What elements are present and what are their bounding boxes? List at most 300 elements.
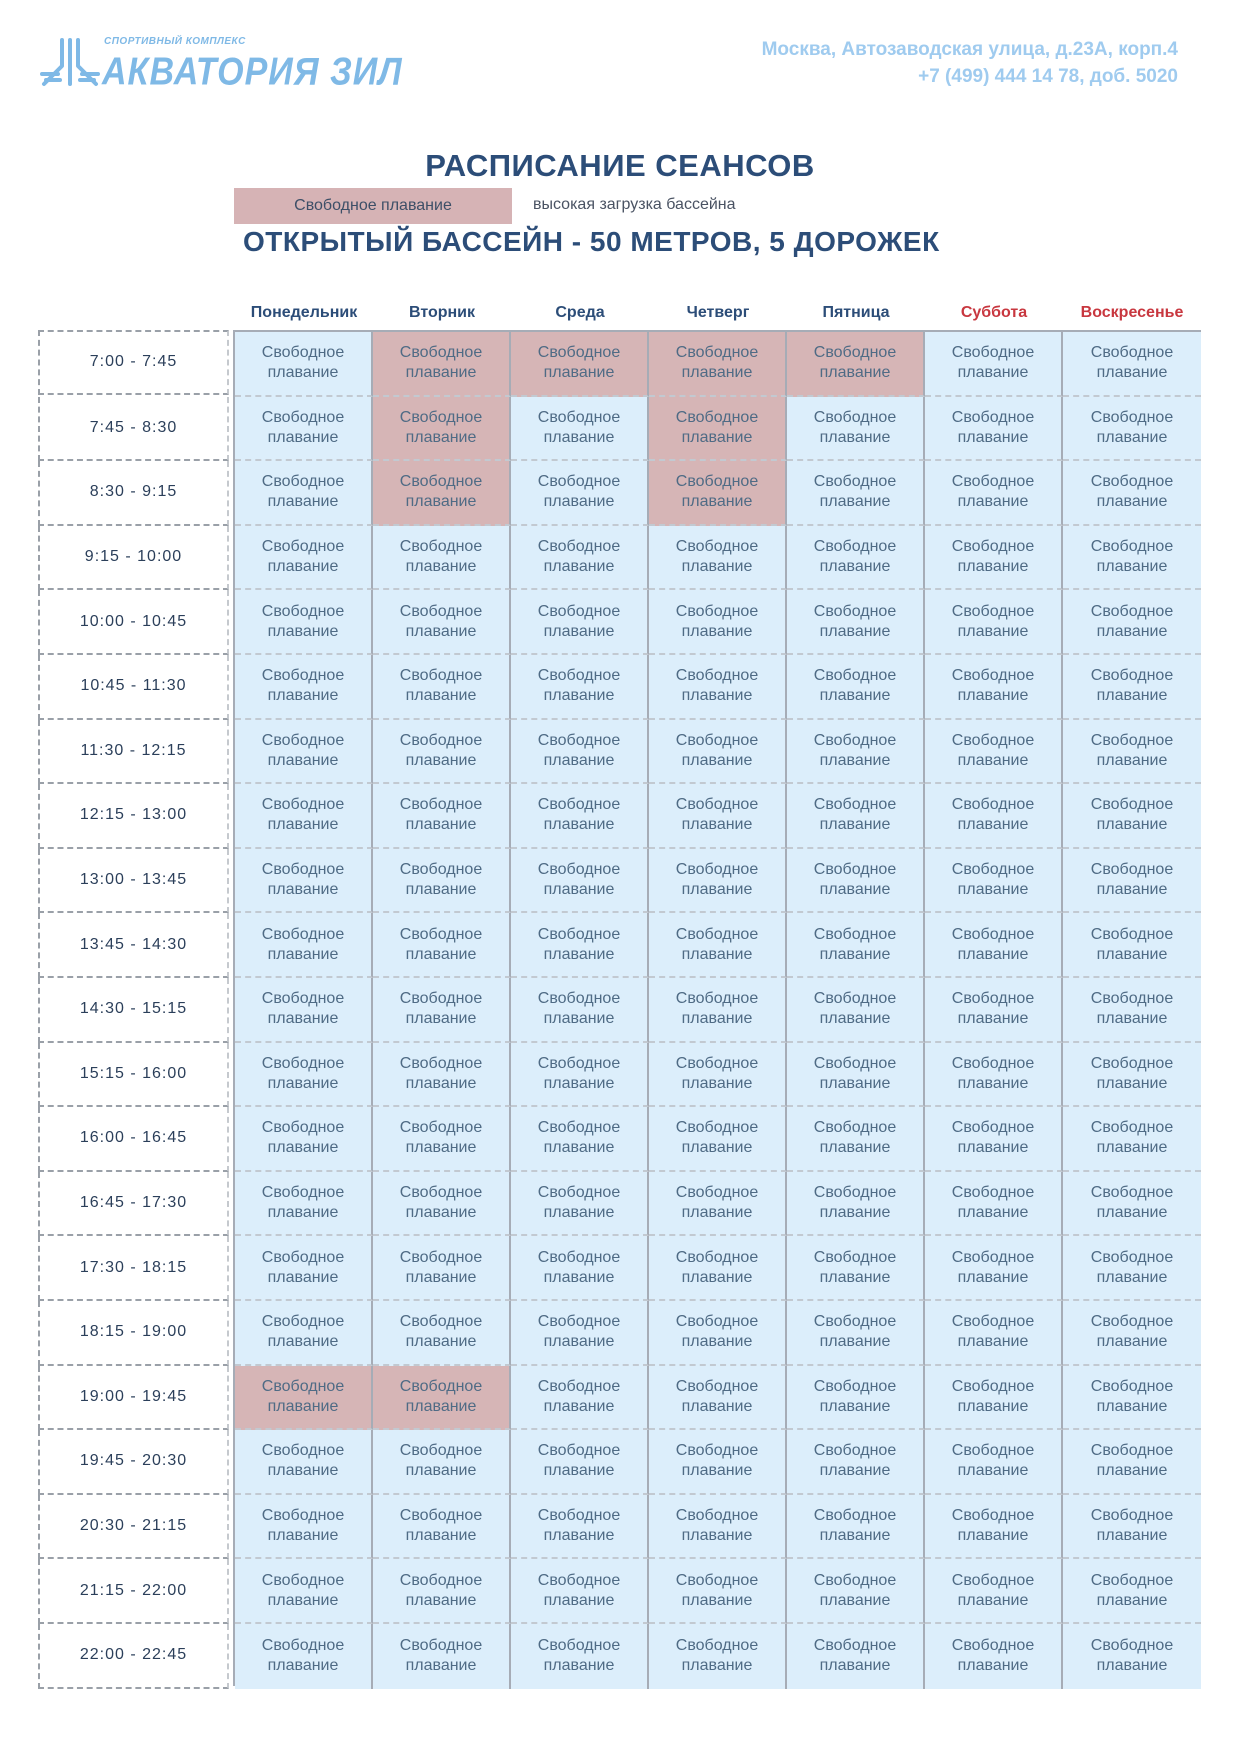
session-cell bbox=[787, 1559, 925, 1624]
session-cell bbox=[649, 1043, 787, 1108]
session-label: Свободное плавание bbox=[951, 731, 1035, 769]
session-label: Свободное плавание bbox=[261, 731, 345, 769]
session-label: Свободное плавание bbox=[399, 1184, 483, 1222]
session-cell bbox=[511, 1430, 649, 1495]
session-label: Свободное плавание bbox=[399, 1507, 483, 1545]
session-cell bbox=[1063, 1559, 1201, 1624]
session-cell bbox=[925, 461, 1063, 526]
time-slot: 8:30 - 9:15 bbox=[38, 461, 229, 526]
session-label: Свободное плавание bbox=[813, 1377, 897, 1415]
session-label: Свободное плавание bbox=[537, 796, 621, 834]
session-cell bbox=[649, 1236, 787, 1301]
session-cell bbox=[1063, 1430, 1201, 1495]
session-cell bbox=[235, 332, 373, 397]
session-cell bbox=[925, 1495, 1063, 1560]
session-label: Свободное плавание bbox=[537, 925, 621, 963]
session-cell bbox=[787, 1236, 925, 1301]
session-label: Свободное плавание bbox=[675, 602, 759, 640]
session-label: Свободное плавание bbox=[951, 408, 1035, 446]
session-cell bbox=[235, 1624, 373, 1689]
session-label: Свободное плавание bbox=[261, 990, 345, 1028]
session-cell bbox=[649, 1366, 787, 1431]
session-cell bbox=[511, 1366, 649, 1431]
time-slot: 17:30 - 18:15 bbox=[38, 1236, 229, 1301]
session-label: Свободное плавание bbox=[399, 1248, 483, 1286]
session-cell bbox=[925, 1236, 1063, 1301]
session-cell bbox=[649, 720, 787, 785]
time-slot: 18:15 - 19:00 bbox=[38, 1301, 229, 1366]
session-cell bbox=[649, 784, 787, 849]
logo bbox=[40, 34, 403, 94]
session-label: Свободное плавание bbox=[537, 1507, 621, 1545]
session-cell bbox=[235, 655, 373, 720]
session-cell bbox=[235, 1043, 373, 1108]
session-cell bbox=[373, 1301, 511, 1366]
session-label: Свободное плавание bbox=[951, 1442, 1035, 1480]
session-cell bbox=[235, 397, 373, 462]
logo-subtitle: СПОРТИВНЫЙ КОМПЛЕКС bbox=[104, 36, 246, 47]
session-cell bbox=[511, 590, 649, 655]
time-slot: 20:30 - 21:15 bbox=[38, 1495, 229, 1560]
session-cell bbox=[925, 1366, 1063, 1431]
session-label: Свободное плавание bbox=[399, 990, 483, 1028]
session-cell-high-load bbox=[649, 332, 787, 397]
session-label: Свободное плавание bbox=[537, 1054, 621, 1092]
session-cell bbox=[511, 913, 649, 978]
session-label: Свободное плавание bbox=[1090, 408, 1174, 446]
session-cell bbox=[373, 1107, 511, 1172]
session-cell bbox=[373, 655, 511, 720]
session-cell-high-load bbox=[373, 1366, 511, 1431]
session-cell bbox=[235, 1430, 373, 1495]
session-cell bbox=[1063, 590, 1201, 655]
session-cell bbox=[925, 397, 1063, 462]
session-label: Свободное плавание bbox=[675, 1313, 759, 1351]
session-label: Свободное плавание bbox=[813, 925, 897, 963]
session-label: Свободное плавание bbox=[813, 538, 897, 576]
session-label: Свободное плавание bbox=[675, 925, 759, 963]
session-cell bbox=[787, 1495, 925, 1560]
session-label: Свободное плавание bbox=[537, 1184, 621, 1222]
session-label: Свободное плавание bbox=[1090, 473, 1174, 511]
session-label: Свободное плавание bbox=[537, 1377, 621, 1415]
session-label: Свободное плавание bbox=[675, 1571, 759, 1609]
session-label: Свободное плавание bbox=[675, 1442, 759, 1480]
session-cell bbox=[1063, 720, 1201, 785]
phone: +7 (499) 444 14 78, доб. 5020 bbox=[918, 66, 1178, 87]
session-cell bbox=[1063, 1043, 1201, 1108]
session-cell bbox=[787, 1430, 925, 1495]
session-label: Свободное плавание bbox=[1090, 796, 1174, 834]
pool-subtitle: ОТКРЫТЫЙ БАССЕЙН - 50 МЕТРОВ, 5 ДОРОЖЕК bbox=[243, 226, 940, 257]
session-cell bbox=[511, 1043, 649, 1108]
session-cell bbox=[373, 1043, 511, 1108]
time-slot: 7:00 - 7:45 bbox=[38, 330, 229, 395]
page-title: РАСПИСАНИЕ СЕАНСОВ bbox=[425, 148, 815, 183]
session-cell bbox=[787, 720, 925, 785]
session-cell bbox=[1063, 1624, 1201, 1689]
session-label: Свободное плавание bbox=[951, 1119, 1035, 1157]
session-label: Свободное плавание bbox=[951, 796, 1035, 834]
session-label: Свободное плавание bbox=[261, 1507, 345, 1545]
session-cell bbox=[1063, 913, 1201, 978]
session-label: Свободное плавание bbox=[951, 344, 1035, 382]
time-slot: 13:00 - 13:45 bbox=[38, 849, 229, 914]
session-label: Свободное плавание bbox=[1090, 667, 1174, 705]
session-cell bbox=[925, 849, 1063, 914]
session-cell-high-load bbox=[649, 397, 787, 462]
session-label: Свободное плавание bbox=[813, 861, 897, 899]
session-label: Свободное плавание bbox=[1090, 538, 1174, 576]
session-label: Свободное плавание bbox=[537, 990, 621, 1028]
session-label: Свободное плавание bbox=[261, 925, 345, 963]
session-label: Свободное плавание bbox=[399, 344, 483, 382]
session-cell bbox=[511, 655, 649, 720]
session-label: Свободное плавание bbox=[1090, 1054, 1174, 1092]
session-label: Свободное плавание bbox=[261, 408, 345, 446]
session-cell bbox=[649, 1301, 787, 1366]
session-label: Свободное плавание bbox=[261, 861, 345, 899]
session-label: Свободное плавание bbox=[399, 1571, 483, 1609]
session-label: Свободное плавание bbox=[1090, 1248, 1174, 1286]
session-cell bbox=[235, 590, 373, 655]
time-slot: 22:00 - 22:45 bbox=[38, 1624, 229, 1689]
session-cell bbox=[511, 784, 649, 849]
session-cell bbox=[511, 1172, 649, 1237]
session-cell bbox=[1063, 1301, 1201, 1366]
session-cell bbox=[787, 1624, 925, 1689]
session-label: Свободное плавание bbox=[1090, 1377, 1174, 1415]
session-cell bbox=[1063, 849, 1201, 914]
session-cell bbox=[373, 784, 511, 849]
session-label: Свободное плавание bbox=[399, 861, 483, 899]
session-cell bbox=[787, 1172, 925, 1237]
session-cell bbox=[1063, 461, 1201, 526]
session-label: Свободное плавание bbox=[537, 1637, 621, 1675]
session-label: Свободное плавание bbox=[399, 667, 483, 705]
session-cell bbox=[511, 720, 649, 785]
session-label: Свободное плавание bbox=[951, 1571, 1035, 1609]
session-cell bbox=[925, 526, 1063, 591]
session-cell bbox=[373, 526, 511, 591]
session-cell bbox=[1063, 526, 1201, 591]
session-label: Свободное плавание bbox=[813, 408, 897, 446]
session-label: Свободное плавание bbox=[261, 1313, 345, 1351]
session-cell-high-load bbox=[511, 332, 649, 397]
day-header: Суббота bbox=[960, 304, 1028, 321]
session-label: Свободное плавание bbox=[1090, 1313, 1174, 1351]
session-label: Свободное плавание bbox=[951, 1377, 1035, 1415]
session-cell bbox=[235, 720, 373, 785]
session-label: Свободное плавание bbox=[813, 473, 897, 511]
session-cell bbox=[787, 1301, 925, 1366]
session-cell bbox=[649, 1172, 787, 1237]
session-cell bbox=[787, 461, 925, 526]
time-slot: 9:15 - 10:00 bbox=[38, 526, 229, 591]
session-cell bbox=[649, 1430, 787, 1495]
session-cell bbox=[925, 784, 1063, 849]
time-slot: 15:15 - 16:00 bbox=[38, 1043, 229, 1108]
session-label: Свободное плавание bbox=[261, 1442, 345, 1480]
session-label: Свободное плавание bbox=[399, 602, 483, 640]
session-cell bbox=[925, 655, 1063, 720]
session-cell bbox=[511, 849, 649, 914]
session-label: Свободное плавание bbox=[951, 1507, 1035, 1545]
session-cell bbox=[235, 1236, 373, 1301]
session-cell bbox=[925, 1107, 1063, 1172]
session-label: Свободное плавание bbox=[261, 1377, 345, 1415]
session-cell bbox=[925, 1559, 1063, 1624]
session-cell bbox=[1063, 332, 1201, 397]
session-label: Свободное плавание bbox=[1090, 731, 1174, 769]
session-label: Свободное плавание bbox=[1090, 1184, 1174, 1222]
session-cell bbox=[511, 978, 649, 1043]
session-label: Свободное плавание bbox=[951, 861, 1035, 899]
session-label: Свободное плавание bbox=[813, 1313, 897, 1351]
session-cell-high-load bbox=[649, 461, 787, 526]
session-label: Свободное плавание bbox=[675, 1248, 759, 1286]
session-cell bbox=[649, 1624, 787, 1689]
session-cell bbox=[1063, 1236, 1201, 1301]
session-cell bbox=[235, 849, 373, 914]
day-header: Среда bbox=[555, 304, 605, 321]
session-label: Свободное плавание bbox=[813, 1184, 897, 1222]
session-label: Свободное плавание bbox=[261, 1119, 345, 1157]
session-label: Свободное плавание bbox=[813, 667, 897, 705]
session-label: Свободное плавание bbox=[675, 1507, 759, 1545]
session-cell bbox=[787, 1366, 925, 1431]
session-label: Свободное плавание bbox=[675, 861, 759, 899]
session-cell bbox=[649, 526, 787, 591]
session-cell bbox=[373, 978, 511, 1043]
session-cell bbox=[235, 1172, 373, 1237]
session-cell bbox=[373, 849, 511, 914]
session-label: Свободное плавание bbox=[813, 1054, 897, 1092]
session-cell bbox=[1063, 978, 1201, 1043]
session-label: Свободное плавание bbox=[261, 1248, 345, 1286]
session-cell bbox=[511, 1559, 649, 1624]
session-label: Свободное плавание bbox=[537, 1248, 621, 1286]
session-label: Свободное плавание bbox=[813, 602, 897, 640]
session-label: Свободное плавание bbox=[399, 1377, 483, 1415]
session-cell bbox=[235, 978, 373, 1043]
session-cell bbox=[373, 1559, 511, 1624]
session-label: Свободное плавание bbox=[399, 796, 483, 834]
session-label: Свободное плавание bbox=[675, 667, 759, 705]
session-cell bbox=[235, 1107, 373, 1172]
session-label: Свободное плавание bbox=[261, 473, 345, 511]
session-label: Свободное плавание bbox=[951, 1248, 1035, 1286]
session-cell bbox=[925, 1430, 1063, 1495]
session-label: Свободное плавание bbox=[399, 1637, 483, 1675]
session-cell bbox=[649, 913, 787, 978]
session-label: Свободное плавание bbox=[813, 1442, 897, 1480]
session-label: Свободное плавание bbox=[813, 990, 897, 1028]
session-label: Свободное плавание bbox=[951, 602, 1035, 640]
session-cell bbox=[787, 784, 925, 849]
session-label: Свободное плавание bbox=[675, 990, 759, 1028]
session-label: Свободное плавание bbox=[399, 538, 483, 576]
session-label: Свободное плавание bbox=[675, 1119, 759, 1157]
session-cell bbox=[235, 784, 373, 849]
session-label: Свободное плавание bbox=[537, 344, 621, 382]
address: Москва, Автозаводская улица, д.23А, корп.4 bbox=[761, 39, 1178, 60]
session-cell bbox=[1063, 655, 1201, 720]
session-cell bbox=[925, 1301, 1063, 1366]
legend-note: высокая загрузка бассейна bbox=[533, 196, 736, 213]
session-label: Свободное плавание bbox=[537, 667, 621, 705]
session-label: Свободное плавание bbox=[675, 408, 759, 446]
session-label: Свободное плавание bbox=[1090, 344, 1174, 382]
session-label: Свободное плавание bbox=[399, 925, 483, 963]
day-header: Пятница bbox=[822, 304, 890, 321]
time-slot: 12:15 - 13:00 bbox=[38, 784, 229, 849]
day-header: Воскресенье bbox=[1080, 304, 1184, 321]
session-label: Свободное плавание bbox=[1090, 1571, 1174, 1609]
pool-wave-icon bbox=[40, 34, 100, 90]
session-cell bbox=[787, 913, 925, 978]
session-cell-high-load bbox=[373, 461, 511, 526]
session-label: Свободное плавание bbox=[537, 1442, 621, 1480]
session-label: Свободное плавание bbox=[1090, 1119, 1174, 1157]
session-cell bbox=[373, 1430, 511, 1495]
session-cell bbox=[925, 913, 1063, 978]
session-cell bbox=[787, 849, 925, 914]
session-label: Свободное плавание bbox=[1090, 1507, 1174, 1545]
session-label: Свободное плавание bbox=[537, 473, 621, 511]
session-label: Свободное плавание bbox=[813, 1507, 897, 1545]
session-label: Свободное плавание bbox=[261, 1571, 345, 1609]
session-cell bbox=[787, 526, 925, 591]
session-cell bbox=[649, 655, 787, 720]
session-cell bbox=[925, 590, 1063, 655]
session-label: Свободное плавание bbox=[261, 796, 345, 834]
session-label: Свободное плавание bbox=[813, 1119, 897, 1157]
session-cell bbox=[925, 720, 1063, 785]
session-cell bbox=[925, 1624, 1063, 1689]
session-cell bbox=[511, 1495, 649, 1560]
session-label: Свободное плавание bbox=[537, 861, 621, 899]
session-label: Свободное плавание bbox=[537, 1119, 621, 1157]
session-cell bbox=[235, 1495, 373, 1560]
session-label: Свободное плавание bbox=[261, 1054, 345, 1092]
session-cell bbox=[511, 1301, 649, 1366]
time-slot: 21:15 - 22:00 bbox=[38, 1559, 229, 1624]
session-label: Свободное плавание bbox=[951, 990, 1035, 1028]
session-label: Свободное плавание bbox=[537, 602, 621, 640]
session-label: Свободное плавание bbox=[675, 1377, 759, 1415]
session-cell bbox=[373, 1236, 511, 1301]
session-cell bbox=[787, 1043, 925, 1108]
session-label: Свободное плавание bbox=[675, 473, 759, 511]
session-cell bbox=[511, 397, 649, 462]
session-cell bbox=[1063, 1107, 1201, 1172]
session-cell bbox=[649, 978, 787, 1043]
session-label: Свободное плавание bbox=[951, 1637, 1035, 1675]
schedule-grid bbox=[233, 330, 1201, 1686]
time-slot: 14:30 - 15:15 bbox=[38, 978, 229, 1043]
session-label: Свободное плавание bbox=[1090, 1442, 1174, 1480]
time-slot: 16:45 - 17:30 bbox=[38, 1172, 229, 1237]
session-cell bbox=[925, 1172, 1063, 1237]
day-header: Вторник bbox=[408, 304, 476, 321]
session-label: Свободное плавание bbox=[399, 1054, 483, 1092]
session-cell bbox=[511, 1107, 649, 1172]
session-label: Свободное плавание bbox=[1090, 925, 1174, 963]
time-slot: 10:45 - 11:30 bbox=[38, 655, 229, 720]
session-label: Свободное плавание bbox=[1090, 1637, 1174, 1675]
session-cell-high-load bbox=[235, 1366, 373, 1431]
session-label: Свободное плавание bbox=[537, 1313, 621, 1351]
session-label: Свободное плавание bbox=[675, 731, 759, 769]
session-cell-high-load bbox=[787, 332, 925, 397]
session-label: Свободное плавание bbox=[675, 1054, 759, 1092]
logo-title: АКВАТОРИЯ ЗИЛ bbox=[102, 50, 403, 94]
session-label: Свободное плавание bbox=[399, 731, 483, 769]
session-label: Свободное плавание bbox=[261, 344, 345, 382]
session-label: Свободное плавание bbox=[813, 1637, 897, 1675]
session-cell bbox=[511, 1236, 649, 1301]
session-cell bbox=[787, 978, 925, 1043]
session-label: Свободное плавание bbox=[951, 1313, 1035, 1351]
session-cell bbox=[235, 1301, 373, 1366]
session-cell bbox=[1063, 784, 1201, 849]
session-cell bbox=[649, 1559, 787, 1624]
time-slot: 19:00 - 19:45 bbox=[38, 1366, 229, 1431]
legend-swatch: Свободное плавание bbox=[234, 188, 512, 224]
session-label: Свободное плавание bbox=[1090, 990, 1174, 1028]
session-cell bbox=[373, 1495, 511, 1560]
session-cell bbox=[649, 590, 787, 655]
contacts bbox=[762, 36, 1178, 90]
day-header: Четверг bbox=[686, 304, 750, 321]
session-cell bbox=[511, 461, 649, 526]
session-cell bbox=[1063, 1366, 1201, 1431]
session-cell bbox=[787, 590, 925, 655]
time-slot: 16:00 - 16:45 bbox=[38, 1107, 229, 1172]
session-cell bbox=[787, 1107, 925, 1172]
session-label: Свободное плавание bbox=[951, 473, 1035, 511]
session-cell-high-load bbox=[373, 397, 511, 462]
session-label: Свободное плавание bbox=[537, 538, 621, 576]
session-cell bbox=[373, 1172, 511, 1237]
session-label: Свободное плавание bbox=[399, 408, 483, 446]
session-cell bbox=[1063, 397, 1201, 462]
session-label: Свободное плавание bbox=[813, 344, 897, 382]
session-cell bbox=[787, 397, 925, 462]
session-label: Свободное плавание bbox=[399, 1119, 483, 1157]
session-label: Свободное плавание bbox=[675, 344, 759, 382]
session-cell bbox=[1063, 1172, 1201, 1237]
session-cell bbox=[373, 1624, 511, 1689]
session-label: Свободное плавание bbox=[399, 1442, 483, 1480]
session-label: Свободное плавание bbox=[261, 1637, 345, 1675]
session-label: Свободное плавание bbox=[261, 1184, 345, 1222]
session-cell bbox=[925, 332, 1063, 397]
time-slot: 7:45 - 8:30 bbox=[38, 397, 229, 462]
day-header: Понедельник bbox=[250, 304, 358, 321]
session-label: Свободное плавание bbox=[951, 538, 1035, 576]
session-label: Свободное плавание bbox=[261, 602, 345, 640]
session-label: Свободное плавание bbox=[537, 731, 621, 769]
session-label: Свободное плавание bbox=[675, 1637, 759, 1675]
session-label: Свободное плавание bbox=[813, 1248, 897, 1286]
session-label: Свободное плавание bbox=[399, 1313, 483, 1351]
session-label: Свободное плавание bbox=[951, 1184, 1035, 1222]
session-cell bbox=[787, 655, 925, 720]
session-cell bbox=[373, 720, 511, 785]
session-label: Свободное плавание bbox=[675, 1184, 759, 1222]
